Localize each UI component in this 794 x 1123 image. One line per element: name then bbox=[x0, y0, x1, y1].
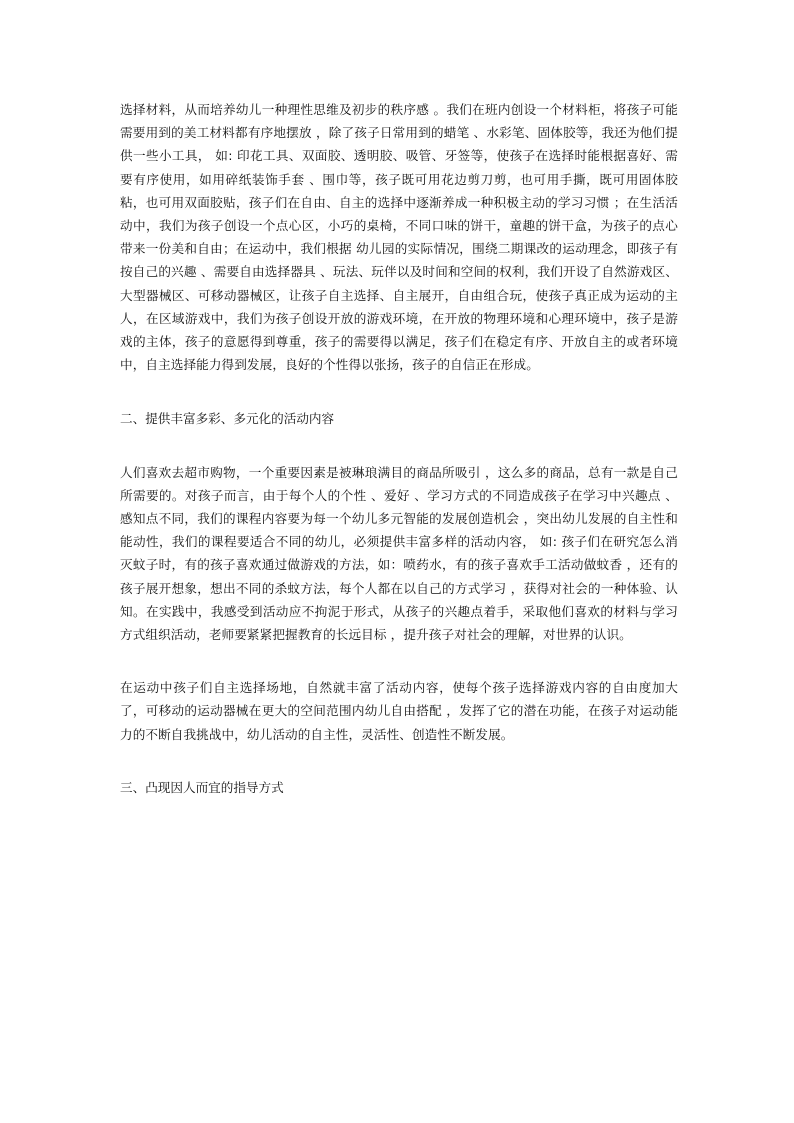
spacer bbox=[120, 431, 678, 461]
spacer bbox=[120, 746, 678, 776]
spacer bbox=[120, 376, 678, 407]
paragraph-activity-content: 人们喜欢去超市购物，一个重要因素是被琳琅满目的商品所吸引 ，这么多的商品，总有一款是自己所需要的。对孩子而言，由于每个人的个性 、爱好 、学习方式的不同造成孩子在学习中兴趣点 、感知点不同，我们的课程内容要为每一个幼儿多元智能的发展创造机会 ，突出幼儿发展的自主性和能动性，我们的课程要适合不同的幼儿，必须提供丰富多样的活动内容， 如: 孩子们在研究怎么消灭蚊子时，有的孩子喜欢通过做游戏的方法，如：喷药水，有的孩子喜欢手工活动做蚊香 ，还有的孩子展开想象，想出不同的杀蚊方法，每个人都在以自己的方式学习 ，获得对社会的一种体验、认知。在实践中，我感受到活动应不拘泥于形式，从孩子的兴趣点着手，采取他们喜欢的材料与学习方式组织活动，老师要紧紧把握教育的长远目标 ，提升孩子对社会的理解，对世界的认识。 bbox=[120, 464, 678, 643]
document-page bbox=[120, 98, 678, 799]
section-heading-3: 三、凸现因人而宜的指导方式 bbox=[120, 779, 284, 795]
paragraph-material-choice: 选择材料，从而培养幼儿一种理性思维及初步的秩序感 。我们在班内创设一个材料柜，将孩子可能需要用到的美工材料都有序地摆放 ，除了孩子日常用到的蜡笔 、水彩笔、固体胶等，我还为他们提供一些小工具， 如: 印花工具、双面胶、透明胶、吸管、牙签等，使孩子在选择时能根据喜好、需要有序使用，如用碎纸装饰手套 、围巾等，孩子既可用花边剪刀剪，也可用手撕，既可用固体胶粘，也可用双面胶贴，孩子们在自由、自主的选择中逐渐养成一种积极主动的学习习惯 ；在生活活动中，我们为孩子创设一个点心区，小巧的桌椅，不同口味的饼干，童趣的饼干盒，为孩子的点心带来一份美和自由；在运动中，我们根据 幼儿园的实际情况，围绕二期课改的运动理念，即孩子有按自己的兴趣 、需要自由选择器具 、玩法、玩伴以及时间和空间的权利，我们开设了自然游戏区、大型器械区、可移动器械区，让孩子自主选择、自主展开，自由组合玩，使孩子真正成为运动的主人，在区域游戏中，我们为孩子创设开放的游戏环境，在开放的物理环境和心理环境中，孩子是游戏的主体，孩子的意愿得到尊重，孩子的需要得以满足，孩子们在稳定有序、开放自主的或者环境中，自主选择能力得到发展，良好的个性得以张扬，孩子的自信正在形成。 bbox=[120, 102, 678, 373]
spacer bbox=[120, 646, 678, 676]
paragraph-sports-choice: 在运动中孩子们自主选择场地，自然就丰富了活动内容，使每个孩子选择游戏内容的自由度加大了，可移动的运动器械在更大的空间范围内幼儿自由搭配 ，发挥了它的潜在功能，在孩子对运动能力的不断自我挑战中，幼儿活动的自主性，灵活性、创造性不断发展。 bbox=[120, 680, 678, 742]
section-heading-2: 二、提供丰富多彩、多元化的活动内容 bbox=[120, 411, 335, 427]
